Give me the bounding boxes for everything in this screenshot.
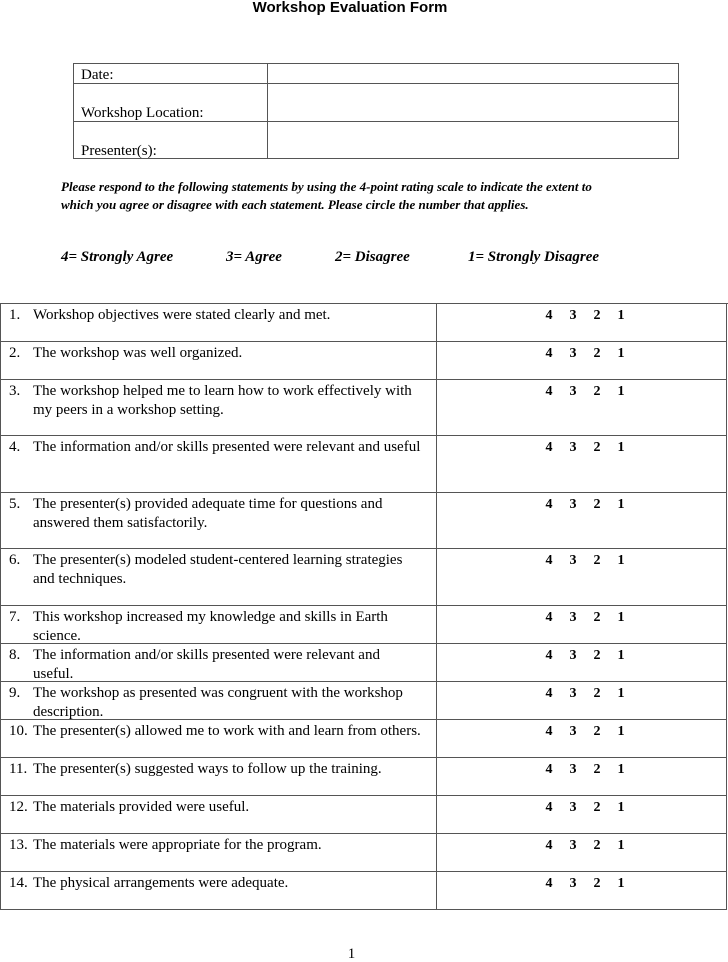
evaluation-item [0,606,727,644]
rating-2[interactable]: 2 [593,800,601,815]
rating-options [537,874,633,893]
rating-1[interactable]: 1 [617,838,625,853]
column-divider [436,758,437,795]
rating-2[interactable]: 2 [593,648,601,663]
rating-options [537,495,633,514]
item-statement: The materials were appropriate for the program. [33,837,322,853]
rating-options [537,760,633,779]
evaluation-item [0,380,727,436]
scale-strongly-agree: 4= Strongly Agree [61,249,174,265]
evaluation-items [0,303,728,891]
evaluation-item [0,682,727,720]
item-statement: The physical arrangements were adequate. [33,875,289,891]
rating-3[interactable]: 3 [569,440,577,455]
rating-4[interactable]: 4 [545,553,553,568]
rating-1[interactable]: 1 [617,724,625,739]
date-label: Date: [81,67,114,83]
rating-2[interactable]: 2 [593,724,601,739]
rating-3[interactable]: 3 [569,724,577,739]
item-number: 10. [9,723,28,739]
item-number: 4. [9,439,21,455]
item-statement: The materials provided were useful. [33,799,250,815]
item-number: 8. [9,647,21,663]
column-divider [436,796,437,833]
evaluation-item [0,436,727,493]
rating-4[interactable]: 4 [545,610,553,625]
rating-options [537,684,633,703]
rating-1[interactable]: 1 [617,346,625,361]
item-statement: Workshop objectives were stated clearly and met. [33,307,331,323]
scale-agree: 3= Agree [226,249,282,265]
presenter-label: Presenter(s): [81,143,157,159]
rating-2[interactable]: 2 [593,610,601,625]
rating-4[interactable]: 4 [545,440,553,455]
rating-options [537,438,633,457]
evaluation-item [0,834,727,872]
rating-options [537,798,633,817]
rating-options [537,722,633,741]
item-number: 9. [9,685,21,701]
rating-4[interactable]: 4 [545,497,553,512]
scale-strongly-disagree: 1= Strongly Disagree [468,249,600,265]
instructions: Please respond to the following statements by using the 4-point rating scale to indicate the extent to which you agree or disagree with each statement. Please circle the number that applies. [61,179,592,212]
item-statement: This workshop increased my knowledge and skills in Earth science. [33,609,388,644]
rating-3[interactable]: 3 [569,686,577,701]
column-divider [436,644,437,681]
rating-2[interactable]: 2 [593,384,601,399]
rating-1[interactable]: 1 [617,876,625,891]
item-number: 11. [9,761,28,777]
rating-1[interactable]: 1 [617,308,625,323]
item-statement: The information and/or skills presented were relevant and useful. [33,647,380,682]
rating-1[interactable]: 1 [617,762,625,777]
rating-2[interactable]: 2 [593,762,601,777]
item-number: 12. [9,799,28,815]
item-number: 7. [9,609,21,625]
location-label: Workshop Location: [81,105,204,121]
item-statement: The presenter(s) modeled student-centered learning strategies and techniques. [33,552,403,587]
evaluation-item [0,758,727,796]
rating-1[interactable]: 1 [617,384,625,399]
rating-3[interactable]: 3 [569,346,577,361]
rating-3[interactable]: 3 [569,308,577,323]
rating-options [537,836,633,855]
column-divider [436,493,437,548]
item-statement: The presenter(s) allowed me to work with and learn from others. [33,723,421,739]
rating-2[interactable]: 2 [593,497,601,512]
rating-3[interactable]: 3 [569,762,577,777]
evaluation-item [0,644,727,682]
item-statement: The presenter(s) suggested ways to follow up the training. [33,761,382,777]
rating-3[interactable]: 3 [569,384,577,399]
rating-4[interactable]: 4 [545,384,553,399]
rating-4[interactable]: 4 [545,876,553,891]
item-number: 1. [9,307,21,323]
location-row [74,84,678,122]
rating-1[interactable]: 1 [617,610,625,625]
rating-3[interactable]: 3 [569,610,577,625]
rating-4[interactable]: 4 [545,686,553,701]
item-statement: The information and/or skills presented were relevant and useful [33,439,421,455]
rating-1[interactable]: 1 [617,648,625,663]
rating-2[interactable]: 2 [593,553,601,568]
rating-4[interactable]: 4 [545,762,553,777]
item-number: 6. [9,552,21,568]
column-divider [436,342,437,379]
rating-options [537,646,633,665]
rating-2[interactable]: 2 [593,876,601,891]
column-divider [436,606,437,643]
evaluation-item [0,796,727,834]
rating-3[interactable]: 3 [569,553,577,568]
rating-options [537,382,633,401]
column-divider [436,872,437,909]
evaluation-item [0,342,727,380]
item-statement: The workshop helped me to learn how to work effectively with my peers in a workshop setting. [33,383,412,418]
rating-3[interactable]: 3 [569,838,577,853]
info-table [73,63,679,159]
rating-4[interactable]: 4 [545,346,553,361]
column-divider [436,834,437,871]
rating-1[interactable]: 1 [617,800,625,815]
rating-1[interactable]: 1 [617,686,625,701]
item-number: 13. [9,837,28,853]
evaluation-item [0,720,727,758]
item-statement: The workshop as presented was congruent with the workshop description. [33,685,403,720]
rating-2[interactable]: 2 [593,686,601,701]
rating-3[interactable]: 3 [569,876,577,891]
evaluation-item [0,872,727,910]
rating-1[interactable]: 1 [617,553,625,568]
column-divider [436,380,437,435]
rating-2[interactable]: 2 [593,440,601,455]
column-divider [436,549,437,605]
rating-options [537,306,633,325]
form-title: Workshop Evaluation Form [252,0,448,16]
rating-3[interactable]: 3 [569,800,577,815]
rating-4[interactable]: 4 [545,648,553,663]
item-number: 14. [9,875,28,891]
item-number: 5. [9,496,21,512]
scale-disagree: 2= Disagree [335,249,410,265]
column-divider [436,720,437,757]
item-number: 3. [9,383,21,399]
rating-3[interactable]: 3 [569,497,577,512]
column-divider [436,682,437,719]
rating-3[interactable]: 3 [569,648,577,663]
item-statement: The presenter(s) provided adequate time for questions and answered them satisfactorily. [33,496,383,531]
evaluation-item [0,549,727,606]
page-number: 1 [347,946,356,962]
date-row [74,64,678,84]
rating-4[interactable]: 4 [545,724,553,739]
item-number: 2. [9,345,21,361]
presenter-row [74,122,678,159]
rating-4[interactable]: 4 [545,308,553,323]
rating-1[interactable]: 1 [617,440,625,455]
evaluation-item [0,493,727,549]
rating-options [537,608,633,627]
rating-2[interactable]: 2 [593,346,601,361]
rating-1[interactable]: 1 [617,497,625,512]
rating-2[interactable]: 2 [593,308,601,323]
item-statement: The workshop was well organized. [33,345,243,361]
rating-4[interactable]: 4 [545,800,553,815]
rating-2[interactable]: 2 [593,838,601,853]
rating-options [537,551,633,570]
column-divider [436,436,437,492]
rating-4[interactable]: 4 [545,838,553,853]
rating-options [537,344,633,363]
column-divider [436,304,437,341]
info-divider [267,84,268,121]
info-divider [267,64,268,83]
info-divider [267,122,268,159]
evaluation-item [0,304,727,342]
